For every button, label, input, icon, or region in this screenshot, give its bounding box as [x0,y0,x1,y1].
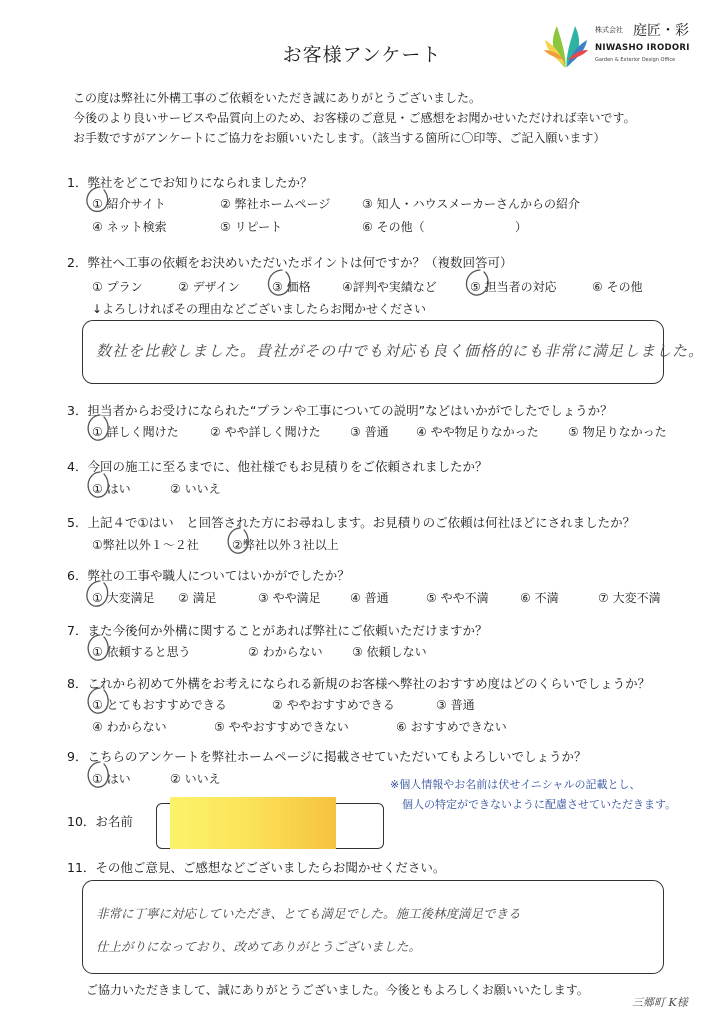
company-logo [543,20,693,72]
q1-option-4[interactable]: ④ ネット検索 [92,220,167,234]
question-4: 4．今回の施工に至るまでに、他社様でもお見積りをご依頼されましたか？ [67,459,488,474]
q1-option-6-close: ） [515,220,528,234]
q1-option-2[interactable]: ② 弊社ホームページ [220,197,331,211]
q2-followup: ↓よろしければその理由などございましたらお聞かせください [92,302,427,316]
q3-option-1[interactable]: ① 詳しく聞けた [92,425,179,439]
handwritten-signature: 三郷町 K様 [632,996,688,1009]
leaf-logo-icon [543,20,589,70]
question-1: 1．弊社をどこでお知りになられましたか？ [67,175,313,190]
logo-company-en: NIWASHO IRODORI [595,43,690,53]
q5-option-2[interactable]: ②弊社以外３社以上 [232,538,339,552]
q2-option-3[interactable]: ③ 価格 [272,280,311,294]
q11-handwritten-line-2: 仕上がりになっており、改めてありがとうございました。 [96,939,422,954]
q8-option-2[interactable]: ② ややおすすめできる [272,698,395,712]
q3-option-5[interactable]: ⑤ 物足りなかった [568,425,667,439]
q5-option-1[interactable]: ①弊社以外１～２社 [92,538,199,552]
q8-option-5[interactable]: ⑤ ややおすすめできない [214,720,349,734]
q1-option-5[interactable]: ⑤ リピート [220,220,283,234]
intro-line-1: この度は弊社に外構工事のご依頼をいただき誠にありがとうございました。 [73,91,482,105]
q9-option-1[interactable]: ① はい [92,772,131,786]
q2-handwritten-answer: 数社を比較しました。貴社がその中でも対応も良く価格的にも非常に満足しました。 [96,342,705,360]
question-11: 11．その他ご意見、ご感想などございましたらお聞かせください。 [67,860,446,875]
q7-option-2[interactable]: ② わからない [248,645,323,659]
q8-option-6[interactable]: ⑥ おすすめできない [396,720,507,734]
q11-answer-box[interactable] [82,880,664,974]
name-redaction [170,797,336,849]
question-9: 9．こちらのアンケートを弊社ホームページに掲載させていただいてもよろしいでしょうか？ [67,749,587,764]
q4-option-2[interactable]: ② いいえ [170,482,221,496]
q8-option-1[interactable]: ① とてもおすすめできる [92,698,227,712]
q6-option-3[interactable]: ③ やや満足 [258,591,321,605]
q6-option-1[interactable]: ① 大変満足 [92,591,155,605]
q11-handwritten-line-1: 非常に丁寧に対応していただき、とても満足でした。施工後林度満足できる [96,906,521,921]
logo-company-prefix: 株式会社 [595,26,623,34]
q7-option-1[interactable]: ① 依頼すると思う [92,645,191,659]
logo-company-name: 庭匠・彩 [633,23,689,39]
q6-option-4[interactable]: ④ 普通 [350,591,389,605]
q3-option-3[interactable]: ③ 普通 [350,425,389,439]
q2-option-1[interactable]: ① プラン [92,280,143,294]
q2-option-4[interactable]: ④評判や実績など [342,280,437,294]
question-2: 2．弊社へ工事の依頼をお決めいただいたポイントは何ですか？（複数回答可） [67,255,513,270]
question-10: 10．お名前 [67,814,133,829]
q8-option-3[interactable]: ③ 普通 [436,698,475,712]
q1-option-3[interactable]: ③ 知人・ハウスメーカーさんからの紹介 [362,197,580,211]
q7-option-3[interactable]: ③ 依頼しない [352,645,427,659]
page-title: お客様アンケート [282,44,442,66]
q6-option-6[interactable]: ⑥ 不満 [520,591,559,605]
question-6: 6．弊社の工事や職人についてはいかがでしたか？ [67,568,350,583]
intro-line-3: お手数ですがアンケートにご協力をお願いいたします。（該当する箇所に〇印等、ご記入願います） [73,131,606,145]
q8-option-4[interactable]: ④ わからない [92,720,167,734]
question-7: 7．また今後何か外構に関することがあれば弊社にご依頼いただけますか？ [67,623,488,638]
q3-option-4[interactable]: ④ やや物足りなかった [416,425,539,439]
q9-option-2[interactable]: ② いいえ [170,772,221,786]
q1-option-1[interactable]: ① 紹介サイト [92,197,166,211]
question-5: 5．上記４で①はい と回答された方にお尋ねします。お見積りのご依頼は何社ほどにされましたか？ [67,515,636,530]
question-3: 3．担当者からお受けになられた“プランや工事についての説明”などはいかがでしたでしょうか？ [67,403,613,418]
q6-option-7[interactable]: ⑦ 大変不満 [598,591,661,605]
q2-option-2[interactable]: ② デザイン [178,280,240,294]
question-8: 8．これから初めて外構をお考えになられる新規のお客様へ弊社のおすすめ度はどのくらいでしょうか？ [67,676,651,691]
q3-option-2[interactable]: ② やや詳しく聞けた [210,425,321,439]
privacy-note-1: ※個人情報やお名前は伏せイニシャルの記載とし、 [390,778,641,791]
q2-option-5[interactable]: ⑤ 担当者の対応 [470,280,557,294]
q6-option-5[interactable]: ⑤ やや不満 [426,591,489,605]
q1-option-6[interactable]: ⑥ その他（ [362,220,425,234]
privacy-note-2: 個人の特定ができないように配慮させていただきます。 [402,798,677,811]
closing-message: ご協力いただきまして、誠にありがとうございました。今後ともよろしくお願いいたします。 [86,983,589,997]
q2-option-6[interactable]: ⑥ その他 [592,280,643,294]
intro-line-2: 今後のより良いサービスや品質向上のため、お客様のご意見・ご感想をお聞かせいただければ幸いです。 [73,111,636,125]
logo-tagline: Garden & Exterior Design Office [595,57,676,63]
q4-option-1[interactable]: ① はい [92,482,131,496]
q6-option-2[interactable]: ② 満足 [178,591,217,605]
